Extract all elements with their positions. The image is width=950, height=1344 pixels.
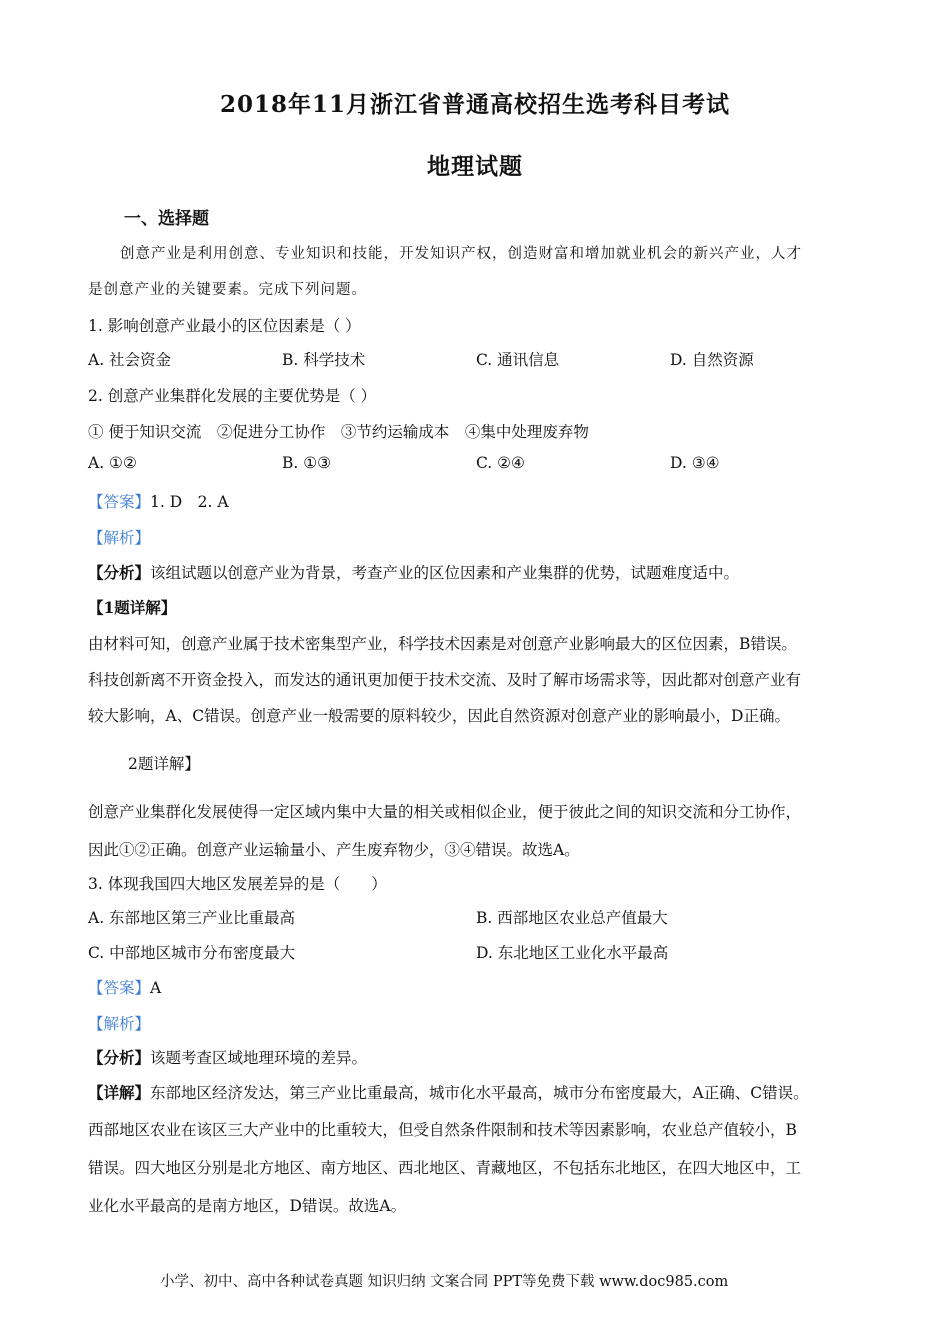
q3-option-b: B. 西部地区农业总产值最大 bbox=[476, 909, 668, 927]
q2-option-b: B. ①③ bbox=[282, 454, 332, 472]
detail-1-line-1: 由材料可知，创意产业属于技术密集型产业，科学技术因素是对创意产业影响最大的区位因素，B错误。 bbox=[88, 635, 797, 653]
detail-3-line-3: 错误。四大地区分别是北方地区、南方地区、西北地区、青藏地区，不包括东北地区，在四大地区中，工 bbox=[88, 1159, 802, 1177]
detail-1-heading: 【1题详解】 bbox=[88, 598, 177, 617]
intro-line-2: 是创意产业的关键要素。完成下列问题。 bbox=[88, 282, 367, 298]
q1-option-c: C. 通讯信息 bbox=[476, 351, 560, 369]
page-footer: 小学、初中、高中各种试卷真题 知识归纳 文案合同 PPT等免费下载 www.doc985.com bbox=[160, 1274, 729, 1290]
detail-2-line-1: 创意产业集群化发展使得一定区域内集中大量的相关或相似企业，便于彼此之间的知识交流和分工协作， bbox=[88, 803, 802, 821]
question-1-stem: 1. 影响创意产业最小的区位因素是（ ） bbox=[88, 317, 361, 335]
answer-1-line bbox=[88, 490, 229, 512]
intro-line-1: 创意产业是利用创意、专业知识和技能，开发知识产权，创造财富和增加就业机会的新兴产业，人才 bbox=[120, 246, 802, 262]
detail-2-line-2: 因此①②正确。创意产业运输量小、产生废弃物少，③④错误。故选A。 bbox=[88, 841, 580, 859]
question-3-stem: 3. 体现我国四大地区发展差异的是（ ） bbox=[88, 875, 387, 893]
analysis-line bbox=[88, 561, 739, 583]
detail-3-label: 【详解】 bbox=[88, 1083, 151, 1102]
detail-1-line-3: 较大影响，A、C错误。创意产业一般需要的原料较少，因此自然资源对创意产业的影响最小，D正确。 bbox=[88, 707, 790, 725]
answer-3-text: A bbox=[150, 979, 162, 997]
analysis-3-line bbox=[88, 1046, 367, 1068]
detail-3-text-1: 东部地区经济发达，第三产业比重最高，城市化水平最高，城市分布密度最大，A正确、C错误。 bbox=[150, 1084, 809, 1102]
section-heading: 一、选择题 bbox=[124, 209, 209, 229]
analysis-text: 该组试题以创意产业为背景，考查产业的区位因素和产业集群的优势，试题难度适中。 bbox=[150, 564, 740, 582]
q1-option-a: A. 社会资金 bbox=[88, 351, 172, 369]
q3-option-c: C. 中部地区城市分布密度最大 bbox=[88, 944, 296, 962]
question-2-stem: 2. 创意产业集群化发展的主要优势是（ ） bbox=[88, 387, 377, 405]
analysis-label: 【分析】 bbox=[88, 563, 151, 582]
q2-option-c: C. ②④ bbox=[476, 454, 525, 472]
explanation-3-label: 【解析】 bbox=[88, 1015, 151, 1033]
subject-title: 地理试题 bbox=[427, 153, 523, 180]
detail-2-heading: 2题详解】 bbox=[128, 755, 200, 773]
answer-text: 1. D 2. A bbox=[150, 493, 229, 511]
q1-option-d: D. 自然资源 bbox=[670, 351, 754, 369]
answer-3-label: 【答案】 bbox=[88, 979, 151, 997]
analysis-3-label: 【分析】 bbox=[88, 1048, 151, 1067]
answer-label: 【答案】 bbox=[88, 493, 151, 511]
explanation-label: 【解析】 bbox=[88, 529, 151, 547]
q2-option-d: D. ③④ bbox=[670, 454, 720, 472]
answer-3-line bbox=[88, 976, 161, 998]
detail-3-line-2: 西部地区农业在该区三大产业中的比重较大，但受自然条件限制和技术等因素影响，农业总产值较小，B bbox=[88, 1121, 797, 1139]
exam-title: 2018年11月浙江省普通高校招生选考科目考试 bbox=[219, 91, 731, 118]
q2-option-a: A. ①② bbox=[88, 454, 137, 472]
question-2-items: ① 便于知识交流 ②促进分工协作 ③节约运输成本 ④集中处理废弃物 bbox=[88, 423, 589, 441]
detail-3-line-4: 业化水平最高的是南方地区，D错误。故选A。 bbox=[88, 1197, 407, 1215]
q1-option-b: B. 科学技术 bbox=[282, 351, 366, 369]
analysis-3-text: 该题考查区域地理环境的差异。 bbox=[150, 1049, 368, 1067]
detail-3-line-1 bbox=[88, 1081, 809, 1103]
detail-1-line-2: 科技创新离不开资金投入，而发达的通讯更加便于技术交流、及时了解市场需求等，因此都对创意产业有 bbox=[88, 671, 802, 689]
q3-option-d: D. 东北地区工业化水平最高 bbox=[476, 944, 669, 962]
q3-option-a: A. 东部地区第三产业比重最高 bbox=[88, 909, 296, 927]
